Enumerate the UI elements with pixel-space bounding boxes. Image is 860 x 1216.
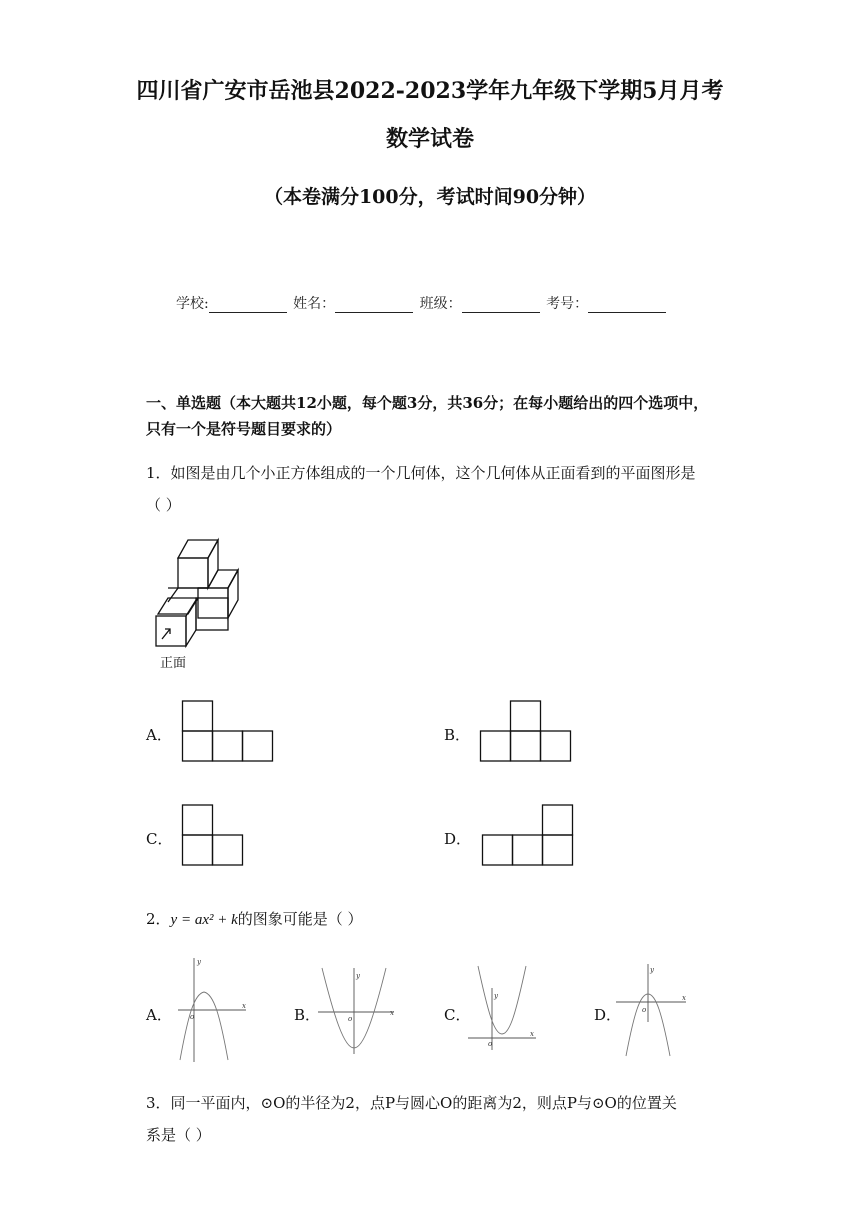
q2-b-y-label: y (356, 972, 360, 980)
q1-option-b-figure[interactable] (480, 700, 574, 764)
q3-stem-line2: 系是（ ） (146, 1126, 211, 1144)
exam-title-line1: 四川省广安市岳池县2022-2023学年九年级下学期5月月考 (136, 78, 724, 104)
school-label: 学校: (176, 296, 209, 312)
q2-a-x-label: x (242, 1002, 246, 1010)
q2-text: 的图象可能是（ ） (237, 910, 363, 928)
exam-number-label: 考号： (546, 296, 589, 312)
q2-option-c-graph[interactable] (466, 964, 540, 1052)
q3-stem-line1 (146, 1092, 677, 1114)
q1-option-c-figure[interactable] (182, 804, 246, 868)
q1-number: 1． (146, 464, 171, 482)
q2-option-a-graph[interactable] (176, 956, 250, 1064)
q2-option-d-label[interactable]: D． (594, 1006, 622, 1024)
q2-stem (146, 908, 363, 931)
section1-heading-line2: 只有一个是符号题目要求的） (146, 420, 342, 438)
exam-number-blank[interactable] (588, 296, 666, 313)
q1-option-a-label[interactable]: A． (146, 726, 172, 744)
student-info-row (176, 293, 668, 313)
q1-text: 如图是由几个小正方体组成的一个几何体，这个几何体从正面看到的平面图形是 (170, 464, 696, 482)
class-blank[interactable] (462, 296, 540, 313)
q2-c-y-label: y (494, 992, 498, 1000)
name-blank[interactable] (335, 296, 413, 313)
q1-option-a-figure[interactable] (182, 700, 276, 764)
q2-d-x-label: x (682, 994, 686, 1002)
q1-stem (146, 462, 696, 484)
q2-option-d-graph[interactable] (612, 962, 688, 1058)
q2-a-y-label: y (197, 958, 201, 966)
q2-c-origin-label: o (488, 1040, 493, 1048)
exam-subtitle: （本卷满分100分，考试时间90分钟） (263, 186, 597, 208)
school-blank[interactable] (209, 296, 287, 313)
q1-option-b-label[interactable]: B． (444, 726, 471, 744)
class-label: 班级： (419, 296, 462, 312)
q2-d-y-label: y (650, 966, 654, 974)
q1-front-label: 正面 (160, 656, 187, 671)
q1-option-d-label[interactable]: D． (444, 830, 472, 848)
q2-c-x-label: x (530, 1030, 534, 1038)
q3-number: 3． (146, 1094, 171, 1112)
q1-option-d-figure[interactable] (482, 804, 576, 868)
q2-b-origin-label: o (348, 1015, 353, 1023)
section1-heading-line1: 一、单选题（本大题共12小题，每个题3分，共36分；在每小题给出的四个选项中， (146, 394, 709, 412)
q2-option-c-label[interactable]: C． (444, 1006, 471, 1024)
q1-option-c-label[interactable]: C． (146, 830, 173, 848)
q1-cube-figure (150, 536, 250, 666)
exam-title-line2: 数学试卷 (385, 126, 474, 152)
q2-option-a-label[interactable]: A． (146, 1006, 172, 1024)
q2-option-b-label[interactable]: B． (294, 1006, 321, 1024)
q3-text-line1: 同一平面内，⊙O的半径为2，点P与圆心O的距离为2，则点P与⊙O的位置关 (170, 1094, 677, 1112)
q2-b-x-label: x (390, 1009, 394, 1017)
q2-a-origin-label: o (190, 1013, 195, 1021)
q2-option-b-graph[interactable] (316, 966, 398, 1056)
q1-bracket: （ ） (146, 496, 181, 514)
q2-formula: y = ax² + k (170, 912, 238, 928)
q2-d-origin-label: o (642, 1006, 647, 1014)
name-label: 姓名： (293, 296, 336, 312)
q2-number: 2． (146, 910, 171, 928)
